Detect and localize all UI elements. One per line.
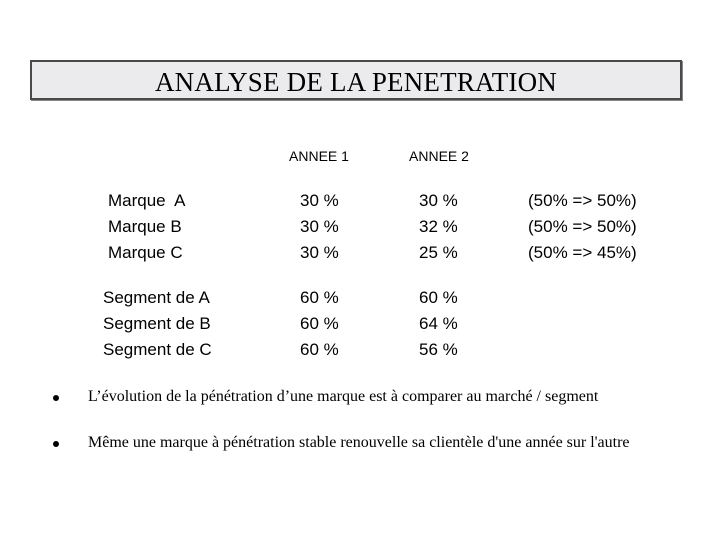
marque-c-note: (50% => 45%)	[528, 243, 637, 262]
row-label-segment-a: Segment de A	[103, 288, 210, 307]
marque-a-note: (50% => 50%)	[528, 191, 637, 210]
marque-a-annee-2: 30 %	[419, 191, 458, 210]
marque-c-annee-1: 30 %	[300, 243, 339, 262]
segment-c-annee-2: 56 %	[419, 340, 458, 359]
row-label-marque-c: Marque C	[108, 243, 183, 262]
segment-c-annee-1: 60 %	[300, 340, 339, 359]
row-label-segment-c: Segment de C	[103, 340, 212, 359]
bullet-item-1: L’évolution de la pénétration d’une marque est à comparer au marché / segment	[88, 388, 599, 405]
bullet-item-2: Même une marque à pénétration stable renouvelle sa clientèle d'une année sur l'autre	[88, 434, 630, 451]
marque-b-annee-2: 32 %	[419, 217, 458, 236]
row-label-segment-b: Segment de B	[103, 314, 211, 333]
segment-a-annee-2: 60 %	[419, 288, 458, 307]
column-header-annee-1: ANNEE 1	[289, 148, 349, 164]
bullet-dot-icon	[53, 441, 59, 447]
title-box	[30, 60, 682, 100]
segment-a-annee-1: 60 %	[300, 288, 339, 307]
marque-b-annee-1: 30 %	[300, 217, 339, 236]
segment-b-annee-1: 60 %	[300, 314, 339, 333]
segment-b-annee-2: 64 %	[419, 314, 458, 333]
marque-c-annee-2: 25 %	[419, 243, 458, 262]
page-title: ANALYSE DE LA PENETRATION	[154, 67, 558, 97]
row-label-marque-a: Marque A	[108, 191, 186, 210]
marque-b-note: (50% => 50%)	[528, 217, 637, 236]
row-label-marque-b: Marque B	[108, 217, 182, 236]
column-header-annee-2: ANNEE 2	[409, 148, 469, 164]
marque-a-annee-1: 30 %	[300, 191, 339, 210]
bullet-dot-icon	[53, 395, 59, 401]
